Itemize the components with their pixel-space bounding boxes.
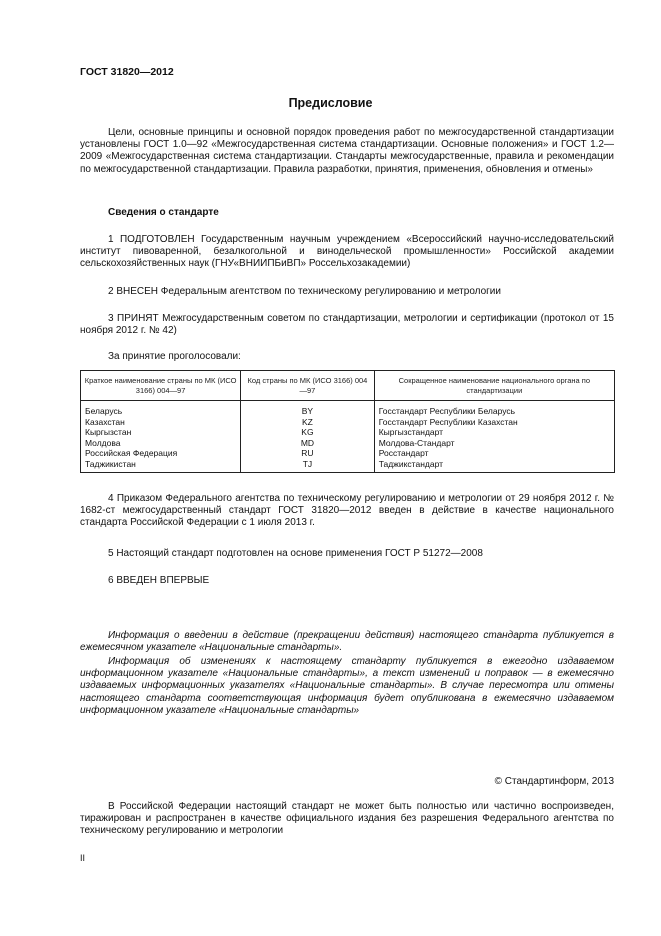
document-header: ГОСТ 31820—2012 (80, 66, 174, 78)
item-5-basis: 5 Настоящий стандарт подготовлен на основе применения ГОСТ Р 51272—2008 (108, 548, 483, 559)
standards-body: Росстандарт (374, 448, 614, 459)
table-header-row (81, 371, 615, 401)
column-header-code: Код страны по МК (ИСО 3166) 004—97 (241, 371, 375, 401)
country-name: Беларусь (81, 401, 241, 417)
notice-introduction: Информация о введении в действие (прекращении действия) настоящего стандарта публикуется в ежемесячном указателе «Национальные стандарты». (80, 630, 614, 654)
country-name: Кыргызстан (81, 427, 241, 438)
table-row (81, 459, 615, 472)
country-name: Казахстан (81, 417, 241, 428)
reproduction-notice: В Российской Федерации настоящий стандарт не может быть полностью или частично воспроизведен, тиражирован и распространен в качестве официального издания без разрешения Федерального агентства по техническому регулированию и метрологии (80, 801, 614, 837)
item-2-introduced: 2 ВНЕСЕН Федеральным агентством по техническому регулированию и метрологии (108, 286, 501, 297)
page-title: Предисловие (288, 96, 373, 110)
voting-table (80, 370, 615, 473)
table-row (81, 448, 615, 459)
table-row (81, 427, 615, 438)
table-row (81, 401, 615, 417)
standards-body: Таджикстандарт (374, 459, 614, 472)
item-6-first-introduced: 6 ВВЕДЕН ВПЕРВЫЕ (108, 575, 210, 586)
country-code: MD (241, 438, 375, 449)
country-name: Российская Федерация (81, 448, 241, 459)
standards-body: Кыргызстандарт (374, 427, 614, 438)
column-header-body: Сокращенное наименование национального органа по стандартизации (374, 371, 614, 401)
section-subheading: Сведения о стандарте (108, 207, 219, 218)
page-number: II (80, 853, 86, 863)
country-code: KZ (241, 417, 375, 428)
standards-body: Госстандарт Республики Казахстан (374, 417, 614, 428)
standards-body: Молдова-Стандарт (374, 438, 614, 449)
standards-body: Госстандарт Республики Беларусь (374, 401, 614, 417)
table-row (81, 438, 615, 449)
country-name: Таджикистан (81, 459, 241, 472)
intro-paragraph: Цели, основные принципы и основной порядок проведения работ по межгосударственной стандартизации установлены ГОСТ 1.0—92 «Межгосударственная система стандартизации. Основные положения» и ГОСТ 1.2—2009 «Межгосударственная система стандартизации. Стандарты межгосударственные, правила и рекомендации по межгосударственной стандартизации. Правила разработки, принятия, применения, обновления и отмены» (80, 127, 614, 175)
country-code: RU (241, 448, 375, 459)
item-3-adopted: 3 ПРИНЯТ Межгосударственным советом по стандартизации, метрологии и сертификации (протокол от 15 ноября 2012 г. № 42) (80, 313, 614, 337)
vote-label: За принятие проголосовали: (108, 351, 241, 362)
notice-changes: Информация об изменениях к настоящему стандарту публикуется в ежегодно издаваемом информационном указателе «Национальные стандарты», а текст изменений и поправок — в ежемесячно издаваемых информационных указателях «Национальные стандарты». В случае пересмотра или отмены настоящего стандарта соответствующая информация будет опубликована в ежемесячно издаваемом информационном указателе «Национальные стандарты» (80, 656, 614, 716)
item-4-order: 4 Приказом Федерального агентства по техническому регулированию и метрологии от 29 ноября 2012 г. № 1682-ст межгосударственный стандарт ГОСТ 31820—2012 введен в действие в качестве национального стандарта Российской Федерации с 1 июля 2013 г. (80, 493, 614, 529)
column-header-country: Краткое наименование страны по МК (ИСО 3166) 004—97 (81, 371, 241, 401)
item-1-prepared: 1 ПОДГОТОВЛЕН Государственным научным учреждением «Всероссийский научно-исследовательский институт пивоваренной, безалкогольной и винодельческой промышленности» Российской академии сельскохозяйственных наук (ГНУ«ВНИИПБиВП» Россельхозакадемии) (80, 234, 614, 270)
country-code: KG (241, 427, 375, 438)
country-name: Молдова (81, 438, 241, 449)
copyright-notice: © Стандартинформ, 2013 (494, 776, 614, 787)
country-code: TJ (241, 459, 375, 472)
table-row (81, 417, 615, 428)
country-code: BY (241, 401, 375, 417)
